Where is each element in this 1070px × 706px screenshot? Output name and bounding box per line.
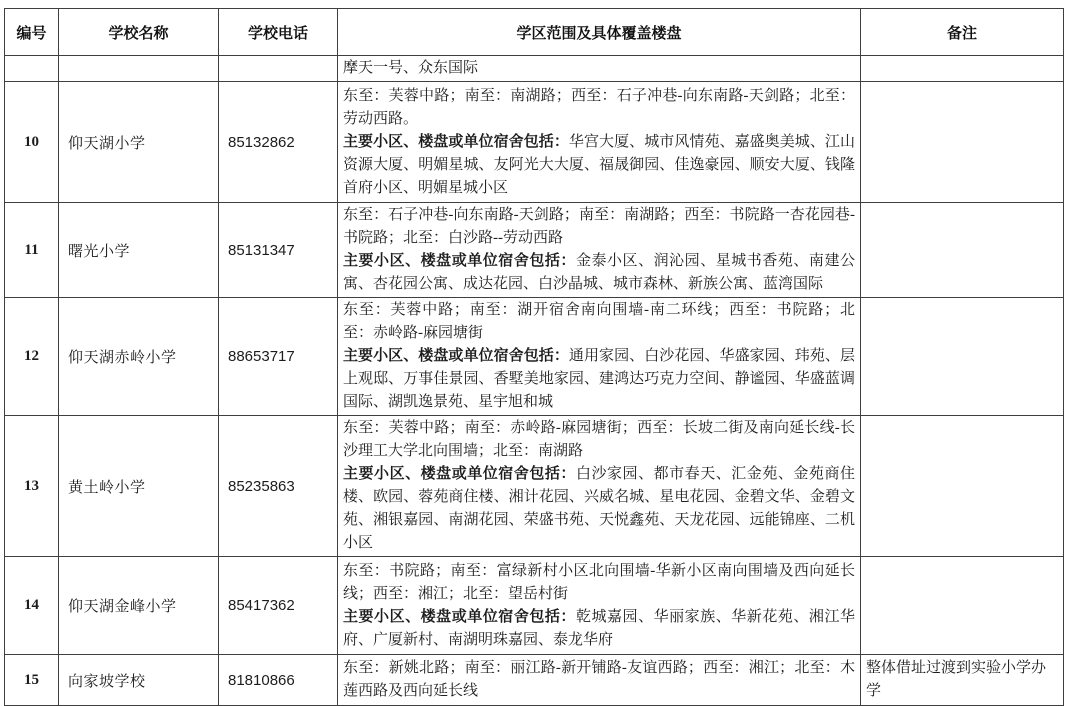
row-number-cell: 11 (5, 203, 59, 298)
boundary-text: 东至：芙蓉中路；南至：赤岭路-麻园塘街；西至：长坡二街及南向延长线-长沙理工大学北向围墙；北至：南湖路 (343, 420, 855, 459)
district-cell (338, 203, 861, 298)
school-name-cell: 曙光小学 (59, 203, 219, 298)
properties-text: 通用家园、白沙花园、华盛家园、玮苑、层上观邸、万事佳景园、香墅美地家园、建鸿达巧克力空间、静谧园、华盛蓝调国际、湖凯逸景苑、星宇旭和城 (343, 348, 855, 410)
remark-cell: 整体借址过渡到实验小学办学 (861, 655, 1064, 706)
table-row-15 (5, 655, 1064, 706)
remark-cell (861, 557, 1064, 655)
district-cell (338, 298, 861, 416)
header-district-scope: 学区范围及具体覆盖楼盘 (338, 9, 861, 56)
boundary-text: 东至：石子冲巷-向东南路-天剑路；南至：南湖路；西至：书院路一杏花园巷-书院路；北至：白沙路--劳动西路 (343, 207, 855, 246)
row-number-cell: 12 (5, 298, 59, 416)
boundary-text: 东至：芙蓉中路；南至：湖开宿舍南向围墙-南二环线；西至：书院路；北至：赤岭路-麻园塘街 (343, 302, 855, 341)
remark-cell (861, 82, 1064, 203)
properties-text: 金泰小区、润沁园、星城书香苑、南建公寓、杏花园公寓、成达花园、白沙晶城、城市森林、新族公寓、蓝湾国际 (343, 253, 855, 292)
school-phone-cell: 85235863 (219, 416, 338, 557)
boundary-text: 摩天一号、众东国际 (343, 60, 479, 76)
header-remark: 备注 (861, 9, 1064, 56)
school-district-table (4, 8, 1064, 706)
table-row-14 (5, 557, 1064, 655)
school-name-cell: 仰天湖赤岭小学 (59, 298, 219, 416)
properties-paragraph (343, 606, 855, 652)
properties-paragraph (343, 131, 855, 200)
properties-paragraph (343, 250, 855, 296)
header-school-phone: 学校电话 (219, 9, 338, 56)
boundary-text: 东至：书院路；南至：富绿新村小区北向围墙-华新小区南向围墙及西向延长线；西至：湘江；北至：望岳村街 (343, 562, 855, 602)
school-phone-cell: 81810866 (219, 655, 338, 706)
district-cell (338, 557, 861, 655)
properties-paragraph (343, 345, 855, 414)
remark-cell (861, 203, 1064, 298)
school-phone-cell: 88653717 (219, 298, 338, 416)
row-number-cell: 10 (5, 82, 59, 203)
properties-label: 主要小区、楼盘或单位宿舍包括： (343, 253, 576, 269)
row-number-cell (5, 56, 59, 82)
school-name-cell: 向家坡学校 (59, 655, 219, 706)
table-row-10 (5, 82, 1064, 203)
row-number-cell: 14 (5, 557, 59, 655)
remark-cell (861, 298, 1064, 416)
table-row-12 (5, 298, 1064, 416)
district-cell (338, 655, 861, 706)
district-cell (338, 56, 861, 82)
properties-text: 乾城嘉园、华丽家族、华新花苑、湘江华府、广厦新村、南湖明珠嘉园、泰龙华府 (343, 608, 855, 648)
remark-cell (861, 56, 1064, 82)
table-row-11 (5, 203, 1064, 298)
school-name-cell (59, 56, 219, 82)
table-row-13 (5, 416, 1064, 557)
properties-label: 主要小区、楼盘或单位宿舍包括： (343, 348, 569, 364)
remark-cell (861, 416, 1064, 557)
properties-label: 主要小区、楼盘或单位宿舍包括： (343, 133, 569, 150)
header-number: 编号 (5, 9, 59, 56)
school-phone-cell: 85131347 (219, 203, 338, 298)
boundary-text: 东至：芙蓉中路；南至：南湖路；西至：石子冲巷-向东南路-天剑路；北至：劳动西路。 (343, 87, 855, 127)
header-row (5, 9, 1064, 56)
school-phone-cell: 85417362 (219, 557, 338, 655)
school-name-cell: 黄土岭小学 (59, 416, 219, 557)
properties-text: 华宫大厦、城市风情苑、嘉盛奥美城、江山资源大厦、明媚星城、友阿光大大厦、福晟御园、佳逸豪园、顺安大厦、钱隆首府小区、明媚星城小区 (343, 133, 855, 196)
properties-label: 主要小区、楼盘或单位宿舍包括： (343, 608, 576, 625)
school-phone-cell: 85132862 (219, 82, 338, 203)
row-number-cell: 15 (5, 655, 59, 706)
boundary-text: 东至：新姚北路；南至：丽江路-新开铺路-友谊西路；西至：湘江；北至：木莲西路及西向延长线 (343, 660, 855, 699)
school-name-cell: 仰天湖小学 (59, 82, 219, 203)
row-number-cell: 13 (5, 416, 59, 557)
properties-label: 主要小区、楼盘或单位宿舍包括： (343, 466, 576, 482)
table-row-partial (5, 56, 1064, 82)
district-cell (338, 82, 861, 203)
school-name-cell: 仰天湖金峰小学 (59, 557, 219, 655)
district-cell (338, 416, 861, 557)
properties-text: 白沙家园、都市春天、汇金苑、金苑商住楼、欧园、蓉苑商住楼、湘计花园、兴威名城、星电花园、金碧文华、金碧文苑、湘银嘉园、南湖花园、荣盛书苑、天悦鑫苑、天龙花园、远能锦座、二机小区 (343, 466, 855, 551)
properties-paragraph (343, 463, 855, 555)
header-school-name: 学校名称 (59, 9, 219, 56)
school-phone-cell (219, 56, 338, 82)
